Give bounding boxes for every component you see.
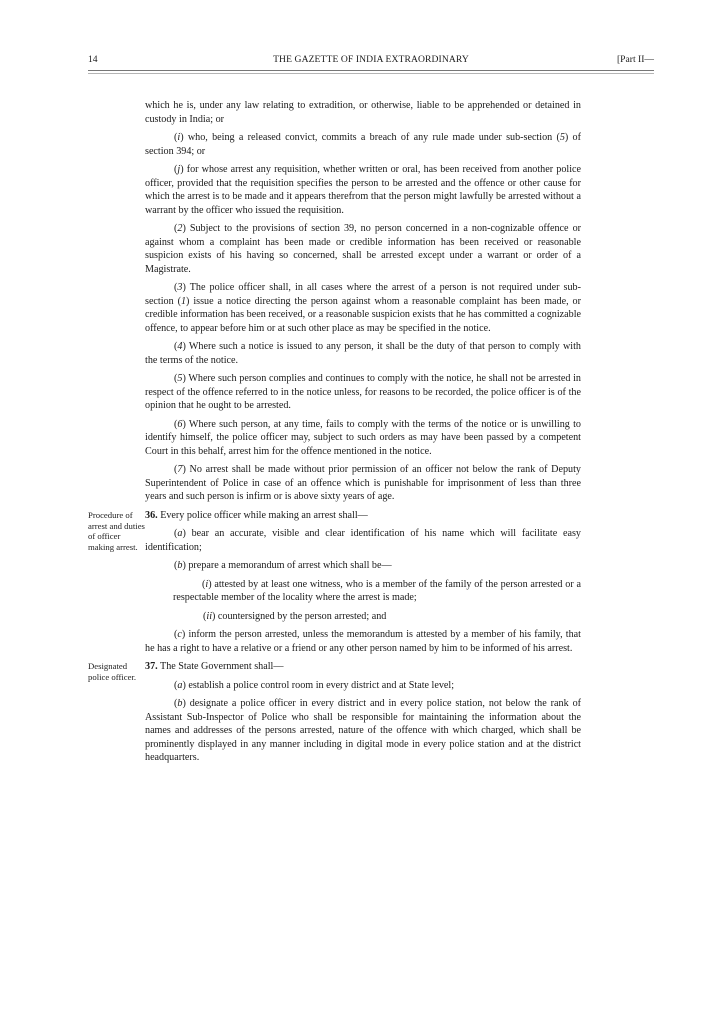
document-body bbox=[145, 99, 581, 770]
paragraph: (b) designate a police officer in every district and in every police station, not below the rank of Assistant Sub-Inspector of Police who shall be responsible for maintaining the information about the names and addresses of the persons arrested, nature of the offence with which charged, which shall be prominently displayed in any manner including in digital mode in every police station and at the district headquarters. bbox=[145, 698, 581, 763]
header-rule-secondary bbox=[88, 73, 654, 74]
paragraph: (a) establish a police control room in every district and at State level; bbox=[174, 679, 455, 691]
paragraph: which he is, under any law relating to extradition, or otherwise, liable to be apprehended or detained in custody in India; or bbox=[145, 100, 581, 125]
paragraph: (c) inform the person arrested, unless the memorandum is attested by a member of his family, that he has a right to have a relative or a friend or any other person named by him to be informed of his arrest. bbox=[145, 629, 581, 654]
section-heading: 36. Every police officer while making an arrest shall— bbox=[145, 509, 368, 521]
paragraph: (ii) countersigned by the person arrested; and bbox=[203, 610, 387, 622]
paragraph: (7) No arrest shall be made without prior permission of an officer not below the rank of Deputy Superintendent of Police in case of an offence which is punishable for imprisonment of less than three years and such person is infirm or is above sixty years of age. bbox=[145, 464, 581, 502]
gazette-title: THE GAZETTE OF INDIA EXTRAORDINARY bbox=[273, 54, 469, 65]
section-heading: 37. The State Government shall— bbox=[145, 661, 284, 672]
marginal-note: Designated police officer. bbox=[88, 661, 137, 682]
paragraph: (j) for whose arrest any requisition, whether written or oral, has been received from another police officer, provided that the requisition specifies the person to be arrested and the offence or other cause for which the arrest is to be made and it appears therefrom that the person might lawfully be arrested without a warrant by the officer who issued the requisition. bbox=[145, 164, 581, 216]
paragraph: (3) The police officer shall, in all cases where the arrest of a person is not required under sub-section (1) issue a notice directing the person against whom a reasonable complaint has been made, or credible information has been received, or a reasonable suspicion exists that he has committed a cognizable offence, to appear before him or at such other place as may be specified in the notice. bbox=[145, 282, 581, 334]
marginal-note: Procedure of arrest and duties of officer making arrest. bbox=[88, 510, 145, 552]
page-header bbox=[88, 54, 654, 68]
page-number: 14 bbox=[88, 54, 98, 65]
paragraph: (2) Subject to the provisions of section 39, no person concerned in a non-cognizable offence or against whom a complaint has been made or credible information has been received or reasonable suspicion exists of his having so concerned, shall be arrested except under a warrant or order of a Magistrate. bbox=[145, 223, 581, 275]
paragraph: (a) bear an accurate, visible and clear identification of his name which will facilitate easy identification; bbox=[145, 528, 581, 553]
paragraph: (6) Where such person, at any time, fails to comply with the terms of the notice or is unwilling to identify himself, the police officer may, subject to such orders as may have been passed by a competent Court in this behalf, arrest him for the offence mentioned in the notice. bbox=[145, 418, 581, 457]
paragraph: (i) who, being a released convict, commits a breach of any rule made under sub-section (5) of section 394; or bbox=[145, 132, 581, 157]
paragraph: (i) attested by at least one witness, who is a member of the family of the person arrested or a respectable member of the locality where the arrest is made; bbox=[173, 578, 581, 603]
paragraph: (4) Where such a notice is issued to any person, it shall be the duty of that person to comply with the terms of the notice. bbox=[145, 341, 581, 366]
part-label: [Part II— bbox=[616, 54, 654, 65]
paragraph: (b) prepare a memorandum of arrest which shall be— bbox=[174, 560, 392, 571]
paragraph: (5) Where such person complies and continues to comply with the notice, he shall not be arrested in respect of the offence referred to in the notice unless, for reasons to be recorded, the police officer is of the opinion that he ought to be arrested. bbox=[145, 373, 581, 411]
header-rule bbox=[88, 70, 654, 71]
